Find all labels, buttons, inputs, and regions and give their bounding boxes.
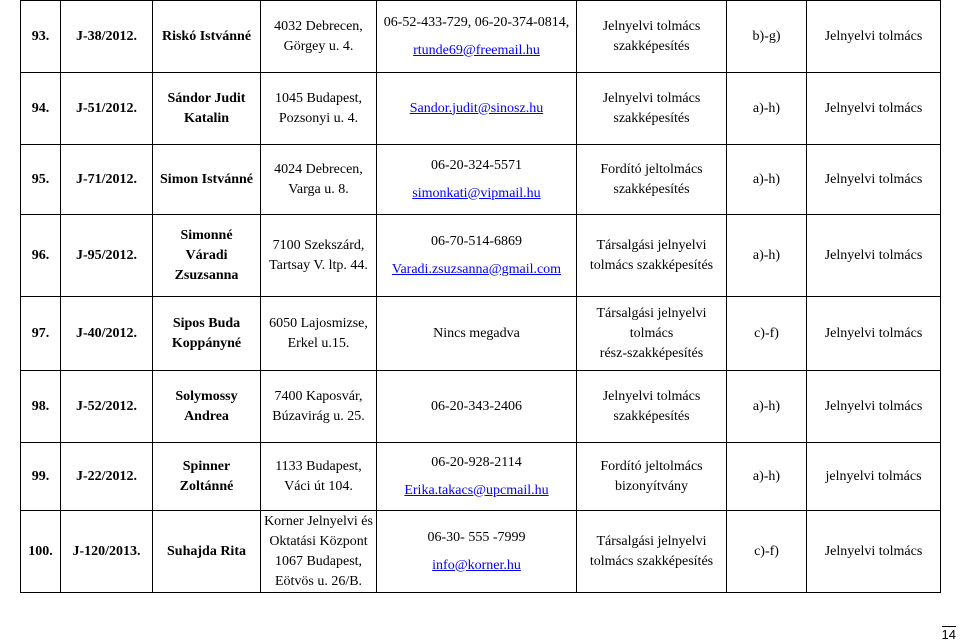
table-row: [21, 511, 941, 593]
scope: a)-h): [727, 443, 807, 511]
interpreter-name-line: Sándor Judit: [167, 90, 246, 106]
email-link-text[interactable]: info@korner.hu: [432, 557, 521, 573]
qualification-line: tolmács: [629, 325, 674, 341]
qualification-line: Jelnyelvi tolmács: [602, 388, 701, 404]
address-line: Búzavirág u. 25.: [272, 408, 365, 424]
contact-line: Nincs megadva: [433, 325, 520, 341]
interpreter-name: [153, 145, 261, 215]
interpreter-name: [153, 511, 261, 593]
address-line: Eötvös u. 26/B.: [274, 573, 363, 589]
qualification-line: bizonyítvány: [614, 478, 689, 494]
address-line: 7100 Szekszárd,: [272, 237, 365, 253]
contact: [377, 73, 577, 145]
registration-code: J-95/2012.: [61, 215, 153, 297]
address: [261, 1, 377, 73]
interpreter-name: [153, 371, 261, 443]
contact-text: [380, 528, 573, 548]
interpreter-name-line: Andrea: [184, 408, 229, 424]
interpreter-name-line: Váradi: [185, 247, 228, 263]
contact-text: [380, 453, 573, 473]
registration-code: J-52/2012.: [61, 371, 153, 443]
contact: [377, 511, 577, 593]
qualification-line: Jelnyelvi tolmács: [602, 90, 701, 106]
scope: c)-f): [727, 297, 807, 371]
address: [261, 371, 377, 443]
address-line: 4032 Debrecen,: [274, 18, 363, 34]
contact-text: [380, 13, 573, 33]
contact-text: [380, 324, 573, 344]
scope: a)-h): [727, 73, 807, 145]
contact-line: 06-20-324-5571: [431, 157, 522, 173]
contact: [377, 297, 577, 371]
row-number: 99.: [21, 443, 61, 511]
interpreter-name-line: Zoltánné: [179, 478, 234, 494]
activity: Jelnyelvi tolmács: [807, 215, 941, 297]
contact-line: 06-52-433-729, 06-20-374-0814,: [383, 14, 570, 30]
contact: [377, 145, 577, 215]
address-line: 4024 Debrecen,: [274, 161, 363, 177]
address: [261, 297, 377, 371]
table-row: [21, 297, 941, 371]
address-line: Oktatási Központ: [269, 533, 368, 549]
qualification-line: szakképesítés: [613, 38, 690, 54]
interpreter-name-line: Riskó Istvánné: [161, 28, 252, 44]
contact-text: [380, 397, 573, 417]
contact: [377, 215, 577, 297]
qualification: [577, 511, 727, 593]
registry-table: [20, 0, 941, 593]
email-link-text[interactable]: simonkati@vipmail.hu: [412, 185, 541, 201]
qualification-line: szakképesítés: [613, 181, 690, 197]
scope: a)-h): [727, 145, 807, 215]
qualification-line: Társalgási jelnyelvi: [596, 305, 707, 321]
contact: [377, 443, 577, 511]
contact: [377, 1, 577, 73]
scope: a)-h): [727, 371, 807, 443]
row-number: 93.: [21, 1, 61, 73]
address: [261, 215, 377, 297]
table-row: [21, 371, 941, 443]
address-line: 1045 Budapest,: [274, 90, 363, 106]
qualification-line: szakképesítés: [613, 408, 690, 424]
interpreter-name: [153, 73, 261, 145]
registration-code: J-71/2012.: [61, 145, 153, 215]
address-line: 1067 Budapest,: [274, 553, 363, 569]
scope: a)-h): [727, 215, 807, 297]
qualification: [577, 1, 727, 73]
contact: [377, 371, 577, 443]
activity: Jelnyelvi tolmács: [807, 145, 941, 215]
email-link-text[interactable]: Varadi.zsuzsanna@gmail.com: [391, 261, 562, 277]
registration-code: J-120/2013.: [61, 511, 153, 593]
qualification-line: szakképesítés: [613, 110, 690, 126]
interpreter-name-line: Katalin: [183, 110, 230, 126]
scope: b)-g): [727, 1, 807, 73]
registration-code: J-51/2012.: [61, 73, 153, 145]
activity: Jelnyelvi tolmács: [807, 73, 941, 145]
interpreter-name-line: Suhajda Rita: [167, 543, 246, 559]
address-line: Varga u. 8.: [288, 181, 349, 197]
email-link[interactable]: [380, 556, 573, 576]
contact-line: 06-20-343-2406: [431, 398, 522, 414]
qualification-line: Fordító jeltolmács: [600, 458, 703, 474]
interpreter-name: [153, 1, 261, 73]
email-link[interactable]: [380, 481, 573, 501]
qualification-line: rész-szakképesítés: [599, 345, 704, 361]
email-link[interactable]: [380, 184, 573, 204]
qualification: [577, 371, 727, 443]
qualification-line: Társalgási jelnyelvi: [596, 533, 707, 549]
contact-line: 06-70-514-6869: [431, 233, 522, 249]
qualification-line: Fordító jeltolmács: [600, 161, 703, 177]
registration-code: J-40/2012.: [61, 297, 153, 371]
qualification: [577, 215, 727, 297]
table-row: [21, 1, 941, 73]
email-link[interactable]: [380, 99, 573, 119]
registration-code: J-38/2012.: [61, 1, 153, 73]
contact-line: 06-20-928-2114: [431, 454, 522, 470]
row-number: 95.: [21, 145, 61, 215]
qualification-line: tolmács szakképesítés: [589, 257, 714, 273]
interpreter-name-line: Spinner: [182, 458, 231, 474]
email-link-text[interactable]: Sandor.judit@sinosz.hu: [409, 100, 544, 116]
activity: jelnyelvi tolmács: [807, 443, 941, 511]
interpreter-name-line: Zsuzsanna: [174, 267, 239, 283]
qualification: [577, 443, 727, 511]
activity: Jelnyelvi tolmács: [807, 297, 941, 371]
contact-text: [380, 232, 573, 252]
row-number: 100.: [21, 511, 61, 593]
activity: Jelnyelvi tolmács: [807, 511, 941, 593]
qualification-line: Társalgási jelnyelvi: [596, 237, 707, 253]
qualification: [577, 73, 727, 145]
qualification-line: tolmács szakképesítés: [589, 553, 714, 569]
address-line: Görgey u. 4.: [283, 38, 354, 54]
address-line: Váci út 104.: [284, 478, 353, 494]
table-row: [21, 73, 941, 145]
interpreter-name-line: Simon Istvánné: [160, 171, 253, 187]
activity: Jelnyelvi tolmács: [807, 1, 941, 73]
contact-text: [380, 156, 573, 176]
row-number: 94.: [21, 73, 61, 145]
email-link-text[interactable]: Erika.takacs@upcmail.hu: [404, 482, 549, 498]
qualification: [577, 145, 727, 215]
row-number: 97.: [21, 297, 61, 371]
interpreter-name: [153, 215, 261, 297]
address-line: Tartsay V. ltp. 44.: [269, 257, 368, 273]
address-line: 1133 Budapest,: [275, 458, 362, 474]
table-row: [21, 145, 941, 215]
page-number: 14: [941, 627, 956, 642]
qualification-line: Jelnyelvi tolmács: [602, 18, 701, 34]
email-link[interactable]: [380, 260, 573, 280]
table-row: [21, 215, 941, 297]
interpreter-name-line: Sipos Buda: [172, 315, 241, 331]
email-link-text[interactable]: rtunde69@freemail.hu: [413, 42, 540, 58]
email-link[interactable]: [380, 41, 573, 61]
table-row: [21, 443, 941, 511]
address-line: 7400 Kaposvár,: [274, 388, 363, 404]
registration-code: J-22/2012.: [61, 443, 153, 511]
activity: Jelnyelvi tolmács: [807, 371, 941, 443]
address-line: Erkel u.15.: [287, 335, 350, 351]
address: [261, 73, 377, 145]
address-line: Korner Jelnyelvi és: [264, 513, 373, 529]
interpreter-name-line: Solymossy: [175, 388, 238, 404]
scope: c)-f): [727, 511, 807, 593]
interpreter-name-line: Koppányné: [171, 335, 242, 351]
address-line: Pozsonyi u. 4.: [278, 110, 359, 126]
registry-body: [21, 1, 941, 593]
address: [261, 443, 377, 511]
contact-line: 06-30- 555 -7999: [427, 529, 526, 545]
row-number: 98.: [21, 371, 61, 443]
address: [261, 145, 377, 215]
address-line: 6050 Lajosmizse,: [269, 315, 368, 331]
address: [261, 511, 377, 593]
row-number: 96.: [21, 215, 61, 297]
interpreter-name-line: Simonné: [180, 227, 233, 243]
interpreter-name: [153, 297, 261, 371]
qualification: [577, 297, 727, 371]
interpreter-name: [153, 443, 261, 511]
